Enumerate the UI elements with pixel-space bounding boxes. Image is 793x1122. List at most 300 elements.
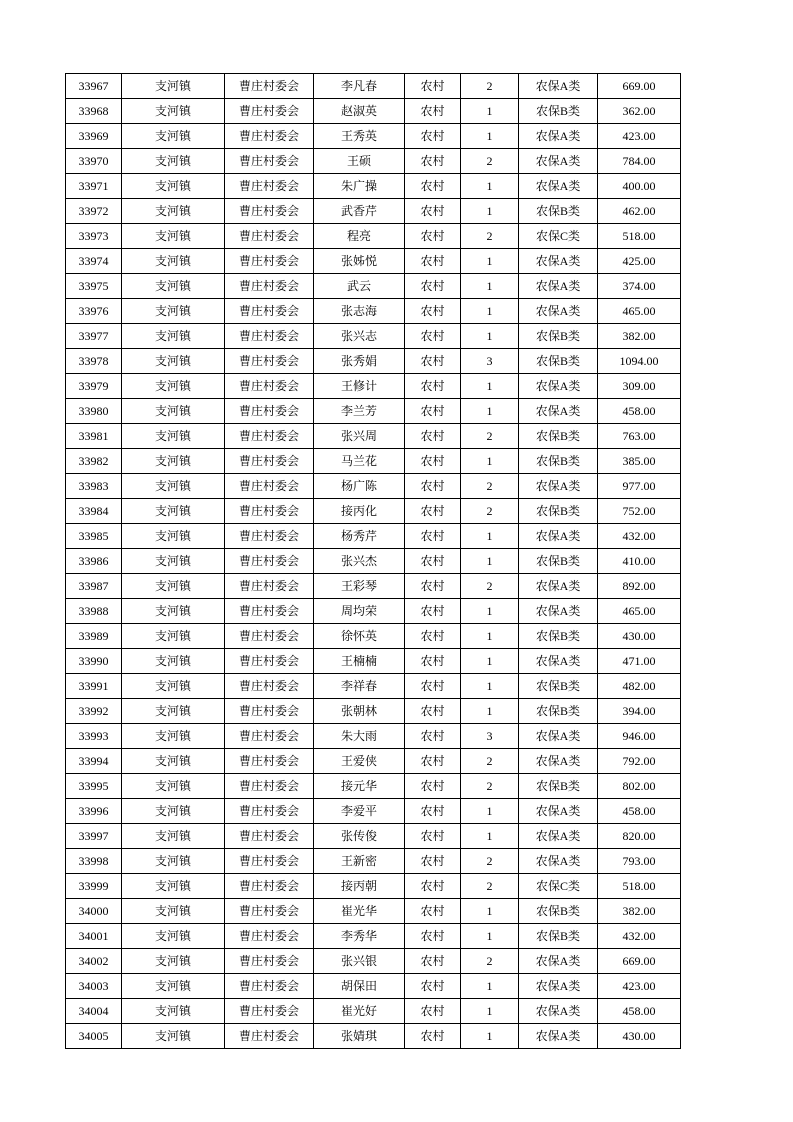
cell-name: 张姊悦 (314, 249, 405, 274)
cell-village: 曹庄村委会 (225, 274, 314, 299)
cell-town: 支河镇 (122, 449, 225, 474)
cell-amount: 802.00 (598, 774, 681, 799)
cell-amount: 977.00 (598, 474, 681, 499)
cell-count: 1 (461, 899, 519, 924)
cell-id: 33992 (66, 699, 122, 724)
table-row (66, 774, 681, 799)
cell-village: 曹庄村委会 (225, 174, 314, 199)
cell-amount: 362.00 (598, 99, 681, 124)
cell-type: 农村 (405, 1024, 461, 1049)
cell-town: 支河镇 (122, 299, 225, 324)
cell-amount: 752.00 (598, 499, 681, 524)
cell-count: 2 (461, 149, 519, 174)
cell-type: 农村 (405, 99, 461, 124)
cell-type: 农村 (405, 974, 461, 999)
cell-category: 农保A类 (519, 399, 598, 424)
table-row (66, 599, 681, 624)
cell-count: 1 (461, 124, 519, 149)
cell-category: 农保C类 (519, 874, 598, 899)
cell-village: 曹庄村委会 (225, 124, 314, 149)
table-row (66, 999, 681, 1024)
cell-amount: 946.00 (598, 724, 681, 749)
table-row (66, 624, 681, 649)
cell-amount: 471.00 (598, 649, 681, 674)
cell-type: 农村 (405, 424, 461, 449)
records-table (65, 73, 681, 1049)
cell-id: 33995 (66, 774, 122, 799)
cell-village: 曹庄村委会 (225, 799, 314, 824)
cell-type: 农村 (405, 149, 461, 174)
table-row (66, 524, 681, 549)
cell-town: 支河镇 (122, 374, 225, 399)
cell-count: 1 (461, 599, 519, 624)
cell-amount: 423.00 (598, 124, 681, 149)
cell-id: 33989 (66, 624, 122, 649)
table-row (66, 649, 681, 674)
cell-town: 支河镇 (122, 149, 225, 174)
cell-name: 接丙朝 (314, 874, 405, 899)
cell-town: 支河镇 (122, 674, 225, 699)
cell-type: 农村 (405, 874, 461, 899)
cell-count: 1 (461, 99, 519, 124)
cell-id: 33983 (66, 474, 122, 499)
cell-count: 1 (461, 974, 519, 999)
table-row (66, 574, 681, 599)
cell-village: 曹庄村委会 (225, 74, 314, 99)
cell-village: 曹庄村委会 (225, 924, 314, 949)
cell-amount: 465.00 (598, 299, 681, 324)
cell-name: 张传俊 (314, 824, 405, 849)
cell-village: 曹庄村委会 (225, 774, 314, 799)
cell-category: 农保A类 (519, 524, 598, 549)
cell-amount: 465.00 (598, 599, 681, 624)
cell-id: 33991 (66, 674, 122, 699)
cell-amount: 458.00 (598, 799, 681, 824)
cell-amount: 432.00 (598, 524, 681, 549)
cell-town: 支河镇 (122, 1024, 225, 1049)
cell-amount: 309.00 (598, 374, 681, 399)
cell-town: 支河镇 (122, 874, 225, 899)
table-row (66, 224, 681, 249)
cell-id: 33980 (66, 399, 122, 424)
table-row (66, 749, 681, 774)
table-row (66, 974, 681, 999)
cell-category: 农保A类 (519, 999, 598, 1024)
cell-category: 农保A类 (519, 299, 598, 324)
cell-type: 农村 (405, 299, 461, 324)
cell-amount: 430.00 (598, 624, 681, 649)
cell-town: 支河镇 (122, 774, 225, 799)
table-row (66, 424, 681, 449)
cell-type: 农村 (405, 74, 461, 99)
table-row (66, 99, 681, 124)
cell-name: 杨广陈 (314, 474, 405, 499)
cell-town: 支河镇 (122, 649, 225, 674)
cell-name: 王秀英 (314, 124, 405, 149)
cell-count: 1 (461, 674, 519, 699)
cell-amount: 820.00 (598, 824, 681, 849)
cell-amount: 425.00 (598, 249, 681, 274)
cell-category: 农保A类 (519, 474, 598, 499)
cell-name: 朱大雨 (314, 724, 405, 749)
cell-name: 周均荣 (314, 599, 405, 624)
cell-village: 曹庄村委会 (225, 149, 314, 174)
cell-count: 2 (461, 774, 519, 799)
cell-count: 1 (461, 174, 519, 199)
cell-town: 支河镇 (122, 324, 225, 349)
cell-town: 支河镇 (122, 224, 225, 249)
cell-town: 支河镇 (122, 499, 225, 524)
cell-id: 33997 (66, 824, 122, 849)
cell-village: 曹庄村委会 (225, 224, 314, 249)
cell-village: 曹庄村委会 (225, 424, 314, 449)
cell-category: 农保B类 (519, 199, 598, 224)
cell-town: 支河镇 (122, 724, 225, 749)
cell-id: 33994 (66, 749, 122, 774)
cell-id: 33976 (66, 299, 122, 324)
cell-amount: 382.00 (598, 899, 681, 924)
cell-count: 1 (461, 624, 519, 649)
cell-id: 33974 (66, 249, 122, 274)
cell-type: 农村 (405, 274, 461, 299)
cell-village: 曹庄村委会 (225, 99, 314, 124)
table-row (66, 824, 681, 849)
cell-name: 马兰花 (314, 449, 405, 474)
cell-type: 农村 (405, 174, 461, 199)
cell-town: 支河镇 (122, 199, 225, 224)
cell-category: 农保A类 (519, 149, 598, 174)
cell-count: 1 (461, 999, 519, 1024)
cell-category: 农保A类 (519, 799, 598, 824)
cell-town: 支河镇 (122, 599, 225, 624)
table-row (66, 849, 681, 874)
table-row (66, 124, 681, 149)
cell-amount: 423.00 (598, 974, 681, 999)
cell-id: 33988 (66, 599, 122, 624)
cell-village: 曹庄村委会 (225, 849, 314, 874)
cell-count: 1 (461, 924, 519, 949)
cell-town: 支河镇 (122, 74, 225, 99)
cell-name: 张兴杰 (314, 549, 405, 574)
cell-town: 支河镇 (122, 399, 225, 424)
cell-id: 34003 (66, 974, 122, 999)
cell-village: 曹庄村委会 (225, 349, 314, 374)
cell-name: 程亮 (314, 224, 405, 249)
cell-category: 农保B类 (519, 324, 598, 349)
cell-count: 2 (461, 224, 519, 249)
cell-id: 33990 (66, 649, 122, 674)
cell-category: 农保B类 (519, 99, 598, 124)
cell-type: 农村 (405, 224, 461, 249)
table-row (66, 399, 681, 424)
cell-category: 农保B类 (519, 774, 598, 799)
cell-id: 33978 (66, 349, 122, 374)
cell-id: 34000 (66, 899, 122, 924)
cell-count: 1 (461, 549, 519, 574)
cell-name: 王彩琴 (314, 574, 405, 599)
cell-amount: 482.00 (598, 674, 681, 699)
cell-count: 1 (461, 274, 519, 299)
cell-category: 农保A类 (519, 649, 598, 674)
table-row (66, 449, 681, 474)
cell-town: 支河镇 (122, 574, 225, 599)
table-row (66, 324, 681, 349)
cell-type: 农村 (405, 849, 461, 874)
cell-town: 支河镇 (122, 999, 225, 1024)
cell-category: 农保B类 (519, 499, 598, 524)
cell-type: 农村 (405, 624, 461, 649)
cell-village: 曹庄村委会 (225, 374, 314, 399)
cell-village: 曹庄村委会 (225, 999, 314, 1024)
table-row (66, 74, 681, 99)
cell-village: 曹庄村委会 (225, 399, 314, 424)
cell-category: 农保A类 (519, 574, 598, 599)
cell-amount: 458.00 (598, 399, 681, 424)
cell-id: 33977 (66, 324, 122, 349)
cell-id: 34004 (66, 999, 122, 1024)
cell-category: 农保B类 (519, 549, 598, 574)
cell-type: 农村 (405, 324, 461, 349)
cell-amount: 385.00 (598, 449, 681, 474)
cell-amount: 763.00 (598, 424, 681, 449)
cell-type: 农村 (405, 349, 461, 374)
cell-amount: 518.00 (598, 224, 681, 249)
cell-category: 农保A类 (519, 724, 598, 749)
cell-category: 农保B类 (519, 699, 598, 724)
cell-amount: 458.00 (598, 999, 681, 1024)
cell-count: 1 (461, 824, 519, 849)
cell-count: 2 (461, 849, 519, 874)
cell-id: 34002 (66, 949, 122, 974)
cell-count: 1 (461, 1024, 519, 1049)
cell-id: 33993 (66, 724, 122, 749)
cell-category: 农保A类 (519, 824, 598, 849)
cell-type: 农村 (405, 799, 461, 824)
cell-name: 王新密 (314, 849, 405, 874)
table-row (66, 899, 681, 924)
cell-name: 王硕 (314, 149, 405, 174)
cell-type: 农村 (405, 399, 461, 424)
cell-id: 33975 (66, 274, 122, 299)
cell-id: 33972 (66, 199, 122, 224)
cell-id: 33967 (66, 74, 122, 99)
cell-count: 2 (461, 874, 519, 899)
cell-village: 曹庄村委会 (225, 524, 314, 549)
table-row (66, 299, 681, 324)
cell-name: 朱广操 (314, 174, 405, 199)
cell-name: 接丙化 (314, 499, 405, 524)
cell-type: 农村 (405, 499, 461, 524)
cell-type: 农村 (405, 999, 461, 1024)
cell-category: 农保A类 (519, 74, 598, 99)
cell-category: 农保C类 (519, 224, 598, 249)
table-row (66, 724, 681, 749)
cell-category: 农保A类 (519, 174, 598, 199)
cell-type: 农村 (405, 449, 461, 474)
cell-category: 农保A类 (519, 849, 598, 874)
table-row (66, 949, 681, 974)
cell-amount: 400.00 (598, 174, 681, 199)
cell-town: 支河镇 (122, 949, 225, 974)
cell-category: 农保A类 (519, 374, 598, 399)
cell-amount: 1094.00 (598, 349, 681, 374)
table-row (66, 874, 681, 899)
table-row (66, 1024, 681, 1049)
cell-town: 支河镇 (122, 749, 225, 774)
cell-town: 支河镇 (122, 274, 225, 299)
cell-village: 曹庄村委会 (225, 449, 314, 474)
cell-amount: 784.00 (598, 149, 681, 174)
cell-count: 2 (461, 474, 519, 499)
cell-id: 33979 (66, 374, 122, 399)
cell-village: 曹庄村委会 (225, 324, 314, 349)
cell-category: 农保A类 (519, 124, 598, 149)
cell-name: 王楠楠 (314, 649, 405, 674)
cell-category: 农保B类 (519, 349, 598, 374)
cell-village: 曹庄村委会 (225, 599, 314, 624)
cell-count: 2 (461, 749, 519, 774)
cell-amount: 410.00 (598, 549, 681, 574)
cell-id: 33968 (66, 99, 122, 124)
cell-town: 支河镇 (122, 699, 225, 724)
cell-name: 张朝林 (314, 699, 405, 724)
cell-category: 农保B类 (519, 899, 598, 924)
cell-category: 农保B类 (519, 424, 598, 449)
cell-category: 农保A类 (519, 249, 598, 274)
cell-amount: 669.00 (598, 949, 681, 974)
cell-village: 曹庄村委会 (225, 574, 314, 599)
table-row (66, 174, 681, 199)
cell-id: 33986 (66, 549, 122, 574)
cell-town: 支河镇 (122, 524, 225, 549)
cell-village: 曹庄村委会 (225, 699, 314, 724)
table-row (66, 674, 681, 699)
cell-type: 农村 (405, 549, 461, 574)
table-row (66, 799, 681, 824)
table-row (66, 549, 681, 574)
cell-name: 张兴周 (314, 424, 405, 449)
cell-count: 1 (461, 799, 519, 824)
cell-name: 王修计 (314, 374, 405, 399)
cell-count: 2 (461, 949, 519, 974)
cell-count: 1 (461, 524, 519, 549)
cell-name: 李凡春 (314, 74, 405, 99)
cell-name: 接元华 (314, 774, 405, 799)
cell-town: 支河镇 (122, 799, 225, 824)
cell-type: 农村 (405, 649, 461, 674)
cell-type: 农村 (405, 699, 461, 724)
cell-village: 曹庄村委会 (225, 949, 314, 974)
cell-name: 武香芹 (314, 199, 405, 224)
cell-name: 徐怀英 (314, 624, 405, 649)
cell-name: 崔光华 (314, 899, 405, 924)
cell-count: 1 (461, 399, 519, 424)
cell-count: 1 (461, 449, 519, 474)
cell-name: 武云 (314, 274, 405, 299)
cell-amount: 430.00 (598, 1024, 681, 1049)
cell-town: 支河镇 (122, 249, 225, 274)
cell-type: 农村 (405, 774, 461, 799)
cell-type: 农村 (405, 474, 461, 499)
cell-village: 曹庄村委会 (225, 1024, 314, 1049)
cell-count: 2 (461, 74, 519, 99)
cell-name: 赵淑英 (314, 99, 405, 124)
cell-town: 支河镇 (122, 924, 225, 949)
cell-name: 崔光好 (314, 999, 405, 1024)
cell-count: 1 (461, 249, 519, 274)
cell-id: 33981 (66, 424, 122, 449)
cell-village: 曹庄村委会 (225, 649, 314, 674)
cell-category: 农保A类 (519, 749, 598, 774)
cell-town: 支河镇 (122, 549, 225, 574)
cell-town: 支河镇 (122, 899, 225, 924)
cell-town: 支河镇 (122, 824, 225, 849)
table-row (66, 349, 681, 374)
cell-id: 33998 (66, 849, 122, 874)
cell-type: 农村 (405, 599, 461, 624)
cell-count: 1 (461, 299, 519, 324)
cell-amount: 792.00 (598, 749, 681, 774)
cell-count: 1 (461, 324, 519, 349)
table-row (66, 199, 681, 224)
cell-count: 1 (461, 374, 519, 399)
cell-type: 农村 (405, 949, 461, 974)
cell-category: 农保A类 (519, 1024, 598, 1049)
cell-town: 支河镇 (122, 974, 225, 999)
cell-id: 33987 (66, 574, 122, 599)
cell-id: 33996 (66, 799, 122, 824)
cell-amount: 462.00 (598, 199, 681, 224)
cell-name: 李秀华 (314, 924, 405, 949)
cell-amount: 394.00 (598, 699, 681, 724)
cell-town: 支河镇 (122, 424, 225, 449)
cell-category: 农保A类 (519, 274, 598, 299)
cell-name: 张兴志 (314, 324, 405, 349)
table-row (66, 274, 681, 299)
cell-village: 曹庄村委会 (225, 249, 314, 274)
cell-village: 曹庄村委会 (225, 824, 314, 849)
cell-village: 曹庄村委会 (225, 899, 314, 924)
table-row (66, 699, 681, 724)
cell-type: 农村 (405, 199, 461, 224)
cell-town: 支河镇 (122, 349, 225, 374)
cell-town: 支河镇 (122, 849, 225, 874)
cell-village: 曹庄村委会 (225, 199, 314, 224)
table-row (66, 374, 681, 399)
cell-id: 33971 (66, 174, 122, 199)
cell-name: 张秀娟 (314, 349, 405, 374)
cell-count: 2 (461, 424, 519, 449)
cell-name: 杨秀芹 (314, 524, 405, 549)
cell-id: 33973 (66, 224, 122, 249)
cell-name: 李兰芳 (314, 399, 405, 424)
cell-type: 农村 (405, 749, 461, 774)
cell-type: 农村 (405, 674, 461, 699)
cell-type: 农村 (405, 724, 461, 749)
cell-village: 曹庄村委会 (225, 549, 314, 574)
cell-amount: 382.00 (598, 324, 681, 349)
cell-village: 曹庄村委会 (225, 499, 314, 524)
table-row (66, 924, 681, 949)
cell-count: 3 (461, 724, 519, 749)
cell-village: 曹庄村委会 (225, 974, 314, 999)
table-row (66, 149, 681, 174)
cell-amount: 793.00 (598, 849, 681, 874)
cell-name: 张志海 (314, 299, 405, 324)
cell-village: 曹庄村委会 (225, 624, 314, 649)
cell-type: 农村 (405, 899, 461, 924)
cell-town: 支河镇 (122, 174, 225, 199)
